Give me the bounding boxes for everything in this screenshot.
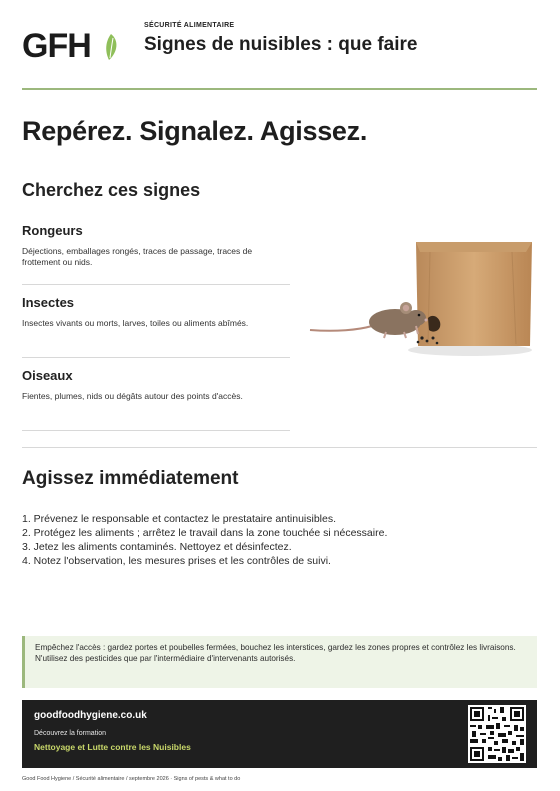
divider (22, 357, 290, 358)
footer-url-link[interactable]: goodfoodhygiene.co.uk (34, 710, 147, 721)
signs-heading: Cherchez ces signes (22, 180, 201, 200)
footer-course-link[interactable]: Nettoyage et Lutte contre les Nuisibles (34, 742, 191, 752)
header-divider (22, 88, 537, 90)
prevention-callout (22, 636, 537, 688)
section-divider (22, 447, 537, 448)
footer (22, 700, 537, 768)
callout-text: Empêchez l'accès : gardez portes et poubelles fermées, bouchez les interstices, gardez les zones propres et contrôlez les livraisons. (35, 643, 516, 652)
action-heading: Agissez immédiatement (22, 468, 239, 489)
gfh-logo (22, 26, 122, 66)
sign-title: Insectes (22, 295, 75, 310)
step-item: 3. Jetez les aliments contaminés. Nettoyez et désinfectez. (22, 541, 292, 553)
leaf-icon (103, 32, 119, 62)
mouse-sack-illustration (300, 238, 540, 398)
sign-description: Fientes, plumes, nids ou dégâts autour des points d'accès. (22, 391, 243, 401)
page-title: Repérez. Signalez. Agissez. (22, 116, 368, 146)
sign-insects (22, 295, 290, 329)
step-item: 2. Protégez les aliments ; arrêtez le travail dans la zone touchée si nécessaire. (22, 527, 388, 539)
step-item: 1. Prévenez le responsable et contactez le prestataire antinuisibles. (22, 513, 337, 525)
step-item: 4. Notez l'observation, les mesures prises et les contrôles de suivi. (22, 555, 331, 567)
header-title: Signes de nuisibles : que faire (144, 34, 418, 55)
sign-rodents (22, 223, 290, 268)
logo-text: GFH (22, 27, 91, 65)
divider (22, 284, 290, 285)
footnote: Good Food Hygiene / Sécurité alimentaire / septembre 2026 · Signs of pests & what to do (22, 776, 241, 782)
sign-birds (22, 368, 290, 402)
sign-title: Rongeurs (22, 223, 83, 238)
sign-title: Oiseaux (22, 368, 73, 383)
action-steps (22, 512, 537, 568)
qr-code-icon[interactable] (468, 705, 526, 763)
header-kicker: SÉCURITÉ ALIMENTAIRE (144, 22, 235, 29)
sign-description: Déjections, emballages rongés, traces de passage, traces de frottement ou nids. (22, 246, 253, 267)
divider (22, 430, 290, 431)
sign-description: Insectes vivants ou morts, larves, toiles ou aliments abîmés. (22, 318, 249, 328)
footer-cta-text: Découvrez la formation (34, 730, 106, 737)
header (22, 22, 537, 72)
callout-text: N'utilisez des pesticides que par l'intermédiaire d'intervenants autorisés. (35, 653, 296, 663)
